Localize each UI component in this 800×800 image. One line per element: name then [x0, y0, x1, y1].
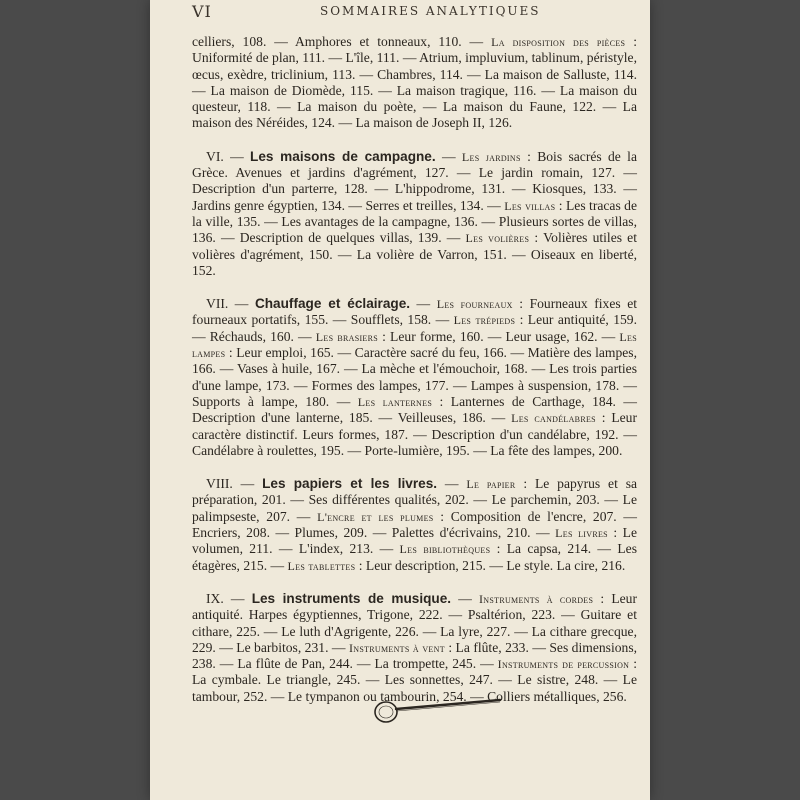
section-number: IX. — [206, 590, 224, 606]
small-caps-heading: Les lampes — [192, 329, 637, 361]
small-caps-heading: Les candélabres — [511, 411, 596, 426]
text-run: : Leur antiquité, 159. — Réchauds, 160. — — [192, 312, 637, 344]
section-vii — [192, 296, 637, 459]
text-run: : Le volumen, 211. — L'index, 213. — — [192, 525, 637, 557]
text-run: — — [451, 590, 480, 606]
section-number: VII. — [206, 296, 229, 312]
small-caps-heading: Instruments à vent — [348, 640, 445, 655]
section-paragraph: VI. — Les maisons de campagne. — Les jardins : Bois sacrés de la Grèce. Avenues et jardins d'agrément, 127. — Le jardin romain, 127. — Description d'un parterre, 128. — L'hippodrome, 131. — Kiosques, 133. — Jardins genre égyptien, 134. — Serres et treilles, 134. — Les villas : Les tracas de la ville, 135. — Les avantages de la campagne, 136. — Plusieurs sortes de villas, 136. — Description de quelques villas, 139. — Les volières : Volières utiles et volières d'agrément, 150. — La volière de Varron, 151. — Oiseaux en liberté, 152. — [192, 148, 638, 278]
text-run: : Leur description, 215. — Le style. La cire, 216. — [355, 557, 626, 573]
spoon-illustration-icon — [372, 690, 512, 730]
section-title: Chauffage et éclairage. — [254, 296, 411, 312]
section-paragraph: IX. — Les instruments de musique. — Instruments à cordes : Leur antiquité. Harpes égyptiennes, Trigone, 222. — Psaltérion, 223. — Guitare et cithare, 225. — Le luth d'Agrigente, 226. — La lyre, 227. — La cithare grecque, 229. — Le barbitos, 231. — Instruments à vent : La flûte, 233. — Ses dimensions, 238. — La flûte de Pan, 244. — La trompette, 245. — Instruments de percussion : La cymbale. Le triangle, 245. — Les sonnettes, 247. — Le sistre, 248. — Le tambour, 252. — Le tympanon ou tambourin, 254. — Colliers métalliques, 256. — [192, 590, 638, 704]
section-title: Les instruments de musique. — [251, 590, 452, 606]
text-run: : Lanternes de Carthage, 184. — Description d'une lanterne, 185. — Veilleuses, 186. — — [192, 393, 637, 426]
text-run: : Uniformité de plan, 111. — L'île, 111. — Atrium, impluvium, tablinum, péristyle, œcus, exèdre, triclinium, 113. — Chambres, 114. — La maison de Salluste, 114. — La maison de Diomède, 115. — La maison tragique, 116. — La maison du questeur, 118. — La maison du poète, — La maison du Faune, 122. — La maison des Néréides, 124. — La maison de Joseph II, 126. — [192, 34, 637, 131]
text-run: : Le papyrus et sa préparation, 201. — Ses différentes qualités, 202. — Le parchemin, 203. — Le palimpseste, 207. — — [192, 476, 638, 524]
section-vi — [192, 149, 637, 279]
small-caps-heading: Les villas — [504, 198, 556, 213]
text-run: : La flûte, 233. — Ses dimensions, 238. — La flûte de Pan, 244. — La trompette, 245. — — [192, 639, 638, 672]
small-caps-heading: Les brasiers — [315, 329, 379, 344]
small-caps-heading: Les tablettes — [287, 558, 356, 573]
book-page — [150, 0, 650, 800]
section-number: VIII. — [206, 476, 233, 492]
small-caps-heading: Les trépieds — [453, 313, 516, 328]
text-run: — — [437, 476, 467, 492]
small-caps-heading: Les fourneaux — [436, 297, 513, 312]
section-number: VI. — [206, 148, 224, 164]
small-caps-heading: Les volières — [465, 231, 530, 246]
text-run: : La cymbale. Le triangle, 245. — Les sonnettes, 247. — Le sistre, 248. — Le tambour, 252. — Le tympanon ou tambourin, 254. — Colliers métalliques, 256. — [192, 656, 637, 704]
text-run: : Les tracas de la ville, 135. — Les avantages de la campagne, 136. — Plusieurs sortes de villas, 136. — Description de quelques villas, 139. — — [192, 197, 638, 246]
small-caps-heading: Les bibliothèques — [399, 542, 491, 557]
section-paragraph: VII. — Chauffage et éclairage. — Les fourneaux : Fourneaux fixes et fourneaux portatifs, 155. — Soufflets, 158. — Les trépieds : Leur antiquité, 159. — Réchauds, 160. — Les brasiers : Leur forme, 160. — Leur usage, 162. — Les lampes : Leur emploi, 165. — Caractère sacré du feu, 166. — Matière des lampes, 166. — Vases à huile, 167. — La mèche et l'émouchoir, 168. — Les trois parties d'une lampe, 173. — Formes des lampes, 177. — Lampes à suspension, 178. — Supports à lampe, 180. — Les lanternes : Lanternes de Carthage, 184. — Description d'une lanterne, 185. — Veilleuses, 186. — Les candélabres : Leur caractère distinctif. Leurs formes, 187. — Description d'un candélabre, 192. — Candélabre à roulettes, 195. — Porte-lumière, 195. — La fête des lampes, 200. — [192, 296, 638, 458]
small-caps-heading: Les jardins — [461, 149, 521, 164]
small-caps-heading: Les lanternes — [357, 394, 433, 409]
small-caps-heading: La disposition des pièces — [491, 35, 626, 49]
text-run: : La capsa, 214. — Les étagères, 215. — — [192, 541, 637, 573]
section-title: Les maisons de campagne. — [250, 148, 436, 164]
small-caps-heading: Instruments de percussion — [497, 657, 630, 672]
small-caps-heading: Le papier — [466, 477, 516, 492]
page-content — [192, 34, 637, 705]
text-run: : Volières utiles et volières d'agrément, 150. — La volière de Varron, 151. — Oiseaux en liberté, 152. — [192, 230, 637, 278]
small-caps-heading: L'encre et les plumes — [317, 509, 434, 524]
section-title: Les papiers et les livres. — [262, 476, 438, 492]
text-run: celliers, 108. — Amphores et tonneaux, 110. — — [192, 34, 492, 49]
page-number: VI — [192, 2, 212, 21]
text-run: : Leur forme, 160. — Leur usage, 162. — — [378, 328, 620, 344]
text-run: : Composition de l'encre, 207. — Encriers, 208. — Plumes, 209. — Palettes d'écrivains, 210. — — [192, 508, 637, 541]
text-run: : Leur caractère distinctif. Leurs formes, 187. — Description d'un candélabre, 192. — Candélabre à roulettes, 195. — Porte-lumière, 195. — La fête des lampes, 200. — [192, 410, 637, 458]
section-ix — [192, 591, 637, 705]
text-run: — — [410, 296, 437, 312]
running-title: SOMMAIRES ANALYTIQUES — [320, 4, 541, 18]
section-paragraph: VIII. — Les papiers et les livres. — Le papier : Le papyrus et sa préparation, 201. — Ses différentes qualités, 202. — Le parchemin, 203. — Le palimpseste, 207. — L'encre et les plumes : Composition de l'encre, 207. — Encriers, 208. — Plumes, 209. — Palettes d'écrivains, 210. — Les livres : Le volumen, 211. — L'index, 213. — Les bibliothèques : La capsa, 214. — Les étagères, 215. — Les tablettes : Leur description, 215. — Le style. La cire, 216. — [192, 476, 638, 573]
text-run: : Leur antiquité. Harpes égyptiennes, Trigone, 222. — Psaltérion, 223. — Guitare et cithare, 225. — Le luth d'Agrigente, 226. — La lyre, 227. — La cithare grecque, 229. — Le barbitos, 231. — — [192, 590, 638, 655]
small-caps-heading: Les livres — [555, 526, 608, 541]
intro-paragraph — [192, 34, 637, 132]
section-viii — [192, 476, 637, 574]
text-run: — — [435, 148, 462, 164]
small-caps-heading: Instruments à cordes — [479, 591, 594, 606]
text-run: : Bois sacrés de la Grèce. Avenues et jardins d'agrément, 127. — Le jardin romain, 127. — Description d'un parterre, 128. — L'hippodrome, 131. — Kiosques, 133. — Jardins genre égyptien, 134. — Serres et treilles, 134. — — [192, 148, 637, 213]
page-header — [192, 2, 637, 22]
text-run: : Leur emploi, 165. — Caractère sacré du feu, 166. — Matière des lampes, 166. — Vases à huile, 167. — La mèche et l'émouchoir, 168. — Les trois parties d'une lampe, 173. — Formes des lampes, 177. — Lampes à suspension, 178. — Supports à lampe, 180. — — [192, 345, 637, 409]
text-run: : Fourneaux fixes et fourneaux portatifs, 155. — Soufflets, 158. — — [192, 296, 638, 328]
